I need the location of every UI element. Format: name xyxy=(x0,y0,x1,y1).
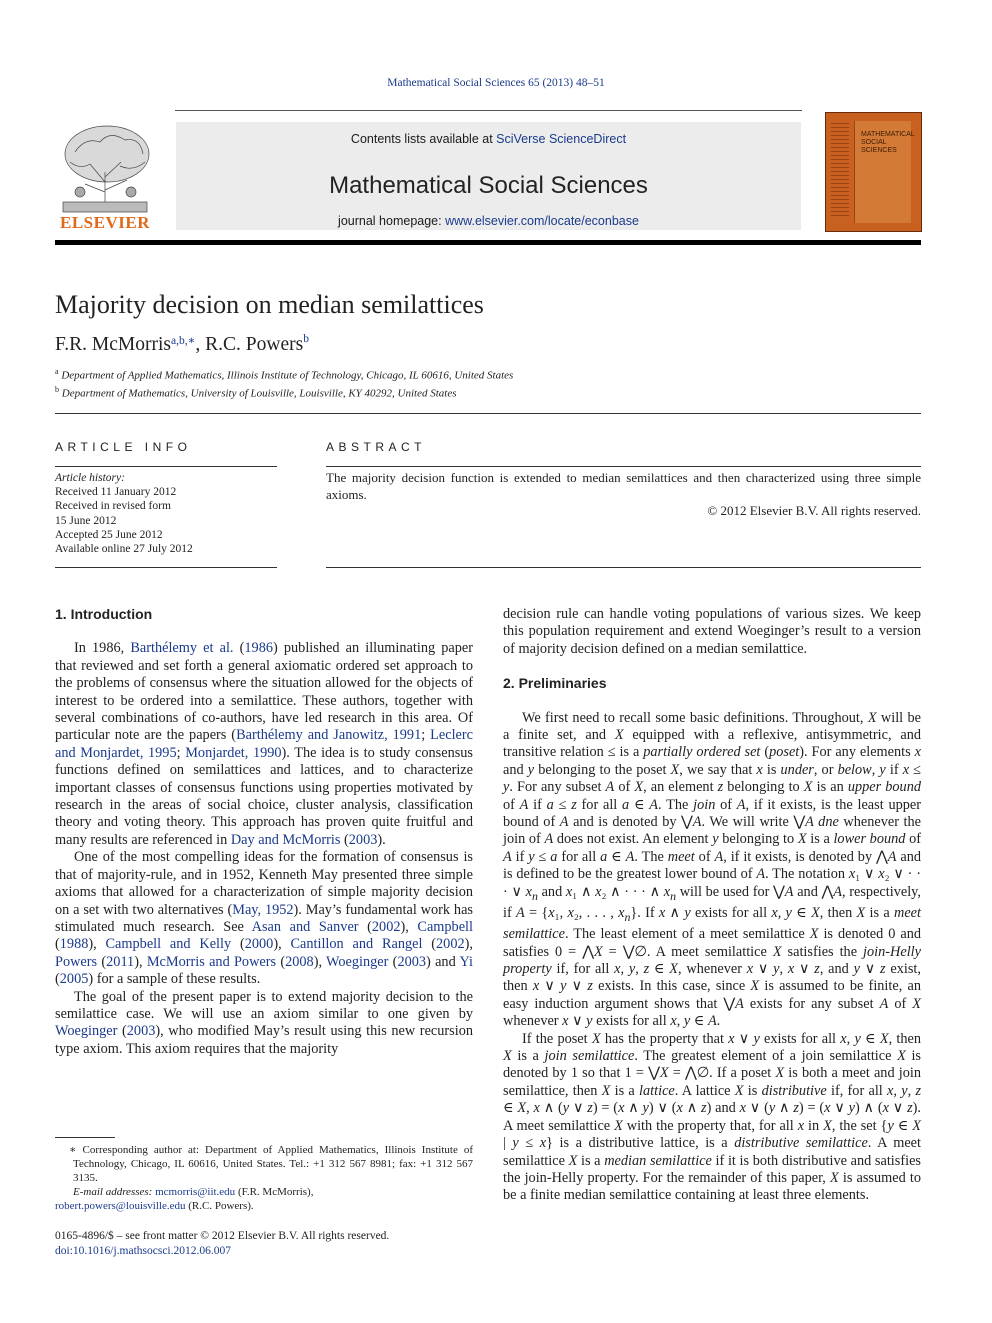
email-link[interactable]: mcmorris@iit.edu xyxy=(155,1186,236,1198)
ref-link[interactable]: 1988 xyxy=(59,936,89,953)
author-name: F.R. McMorris xyxy=(55,334,171,355)
ref-link[interactable]: 2005 xyxy=(59,971,89,988)
section-heading-preliminaries: 2. Preliminaries xyxy=(503,675,607,692)
masthead xyxy=(55,110,921,245)
homepage-prefix: journal homepage: xyxy=(338,214,446,228)
ref-link[interactable]: 2003 xyxy=(397,953,427,970)
issn-line: 0165-4896/$ – see front matter © 2012 Elsevier B.V. All rights reserved. xyxy=(55,1230,390,1242)
email-owner: (F.R. McMorris), xyxy=(235,1186,314,1198)
email-label: E-mail addresses: xyxy=(73,1186,153,1198)
footnote-star: ∗ xyxy=(69,1144,77,1156)
article-title: Majority decision on median semilattices xyxy=(55,290,484,319)
history-entry: 15 June 2012 xyxy=(55,514,117,527)
author-affiliation-marks[interactable]: a,b,∗ xyxy=(171,335,196,347)
intro-paragraph-3-continued: decision rule can handle voting populations of various sizes. We keep this population requirement and extend Woeginger’s result to a version of majority decision defined on a median semilattice. xyxy=(503,606,921,657)
cover-title: MATHEMATICAL SOCIAL SCIENCES xyxy=(861,131,915,154)
ref-link[interactable]: Campbell and Kelly xyxy=(105,936,232,953)
ref-link[interactable]: 2003 xyxy=(126,1023,156,1040)
contents-line xyxy=(176,132,801,146)
intro-paragraph-3: The goal of the present paper is to extend majority decision to the semilattice case. We will use an axiom similar to one given by Woeginger (2003), who modified May’s result using this new recursion type axiom. This axiom requires that the majority xyxy=(55,988,474,1057)
history-entry: Received 11 January 2012 xyxy=(55,486,177,499)
corresponding-author-note xyxy=(55,1143,473,1185)
prelim-paragraph-2: If the poset X has the property that x ∨ y exists for all x, y ∈ X, then X is a join semilattice. The greatest element of a join semilattice X is denoted by 1 so that 1 = ⋁X = ⋀∅. If a poset X is both a meet and join semilattice, then X is a lattice. A lattice X is distributive if, for all x, y, z ∈ X, x ∧ (y ∨ z) = (x ∧ y) ∨ (x ∧ z) and x ∨ (y ∧ z) = (x ∨ y) ∧ (x ∨ z). A meet semilattice X with the property that, for all x in X, the set {y ∈ X | y ≤ x} is a distributive lattice, is a distributive semilattice. A meet semilattice X is a median semilattice if it is both distributive and satisfies the join-Helly property. For the remainder of this paper, X is assumed to be a finite median semilattice containing at least three elements. xyxy=(503,1030,922,1204)
email-addresses-line2 xyxy=(55,1199,473,1213)
body-column-right xyxy=(503,606,921,1205)
abstract-copyright: © 2012 Elsevier B.V. All rights reserved. xyxy=(707,503,921,518)
history-entry: Accepted 25 June 2012 xyxy=(55,528,163,541)
body-column-left xyxy=(55,606,473,1058)
abstract-heading: ABSTRACT xyxy=(326,440,427,454)
ref-link[interactable]: Day and McMorris xyxy=(230,831,341,848)
affiliation-mark: b xyxy=(55,385,59,394)
author-list xyxy=(55,334,309,356)
footnotes xyxy=(55,1143,473,1213)
journal-homepage-link[interactable]: www.elsevier.com/locate/econbase xyxy=(445,214,639,228)
abstract-text: The majority decision function is extended to median semilattices and then characterized using three simple axioms. xyxy=(326,470,921,502)
doi-link[interactable]: doi:10.1016/j.mathsocsci.2012.06.007 xyxy=(55,1245,232,1257)
affiliation xyxy=(55,385,457,400)
affiliation-text: Department of Mathematics, University of Louisville, Louisville, KY 40292, United States xyxy=(61,387,457,400)
email-addresses xyxy=(55,1185,473,1199)
publisher-wordmark: ELSEVIER xyxy=(60,213,150,232)
ref-link[interactable]: Barthélemy et al. xyxy=(130,640,234,657)
ref-link[interactable]: Asan and Sanver xyxy=(251,918,359,935)
email-owner: (R.C. Powers). xyxy=(185,1200,254,1212)
abstract-bottom-rule xyxy=(326,567,921,568)
prelim-paragraph-1: We first need to recall some basic definitions. Throughout, X will be a finite set, and X equipped with a reflexive, antisymmetric, and transitive relation ≤ is a partially ordered set (poset). For any elements x and y belonging to the poset X, we say that x is under, or below, y if x ≤ y. For any subset A of X, an element z belonging to X is an upper bound of A if a ≤ z for all a ∈ A. The join of A, if it exists, is the least upper bound of A and is denoted by ⋁A. We will write ⋁A dne whenever the join of A does not exist. An element y belonging to X is a lower bound of A if y ≤ a for all a ∈ A. The meet of A, if it exists, is denoted by ⋀A and is defined to be the greatest lower bound of A. The notation x₁ ∨ x₂ ∨ · · · ∨ $x_n$ and x₁ ∧ x₂ ∧ · · · ∧ $x_n$ will be used for ⋁A and ⋀A, respectively, if A = {x₁, x₂, . . . , $x_n$}. If x ∧ y exists for all x, y ∈ X, then X is a meet semilattice. The least element of a meet semilattice X is denoted 0 and satisfies 0 = ⋀X = ⋁∅. A meet semilattice X satisfies the join-Helly property if, for all x, y, z ∈ X, whenever x ∨ y, x ∨ z, and y ∨ z exist, then x ∨ y ∨ z exists. In this case, since X is assumed to be finite, an easy induction argument shows that ⋁A exists for any subset A of X whenever x ∨ y exists for all x, y ∈ A. xyxy=(503,709,922,1030)
article-info-bottom-rule xyxy=(55,567,277,568)
ref-link[interactable]: 2008 xyxy=(285,953,314,970)
masthead-bottom-rule xyxy=(55,240,921,245)
email-link[interactable]: robert.powers@louisville.edu xyxy=(55,1200,186,1212)
history-entry: Available online 27 July 2012 xyxy=(55,543,193,556)
homepage-line xyxy=(176,214,801,228)
contents-prefix: Contents lists available at xyxy=(350,132,497,146)
ref-link[interactable]: Campbell xyxy=(417,918,473,935)
header-divider xyxy=(55,413,921,414)
article-info-rule xyxy=(55,466,277,467)
history-entry: Received in revised form xyxy=(55,500,171,513)
affiliation-text: Department of Applied Mathematics, Illinois Institute of Technology, Chicago, IL 60616, United States xyxy=(61,369,514,382)
journal-banner xyxy=(176,122,801,230)
ref-link[interactable]: 2011 xyxy=(106,953,135,970)
ref-link[interactable]: 2002 xyxy=(371,918,401,935)
affiliation xyxy=(55,367,513,382)
footnote-rule xyxy=(55,1137,115,1138)
section-heading-introduction: 1. Introduction xyxy=(55,606,153,622)
journal-cover-thumbnail xyxy=(825,112,922,232)
article-info-heading: ARTICLE INFO xyxy=(55,440,192,454)
cover-panel xyxy=(854,121,915,223)
intro-paragraph-1: In 1986, Barthélemy et al. (1986) published an illuminating paper that reviewed and set forth a general axiomatic ordered set approach to the problems of consensus where the situation allowed for the objects of interest to be ordered into a semilattice. These authors, together with several combinations of co-authors, have led research in this area. Of particular note are the papers (Barthélemy and Janowitz, 1991; Leclerc and Monjardet, 1995; Monjardet, 1990). The idea is to study consensus functions defined on semilattices and lattices, and to characterize important classes of consensus functions using properties motivated by research in the areas of social choice, cluster analysis, classification theory and voting theory. This approach has proven quite fruitful and many results are referenced in Day and McMorris (2003). xyxy=(55,640,473,848)
ref-link[interactable]: 2002 xyxy=(436,936,465,953)
ref-link[interactable]: Woeginger xyxy=(326,953,389,970)
ref-link[interactable]: 2003 xyxy=(348,831,378,848)
ref-link[interactable]: Cantillon and Rangel xyxy=(290,936,423,953)
history-label: Article history: xyxy=(55,472,125,484)
ref-link[interactable]: 2000 xyxy=(244,936,274,953)
front-matter xyxy=(55,1229,389,1259)
journal-citation: Mathematical Social Sciences 65 (2013) 48–51 xyxy=(387,77,605,89)
ref-link[interactable]: Monjardet, 1990 xyxy=(185,744,282,761)
ref-link[interactable]: Woeginger xyxy=(55,1023,118,1040)
ref-link[interactable]: May, 1952 xyxy=(232,901,294,918)
affiliation-mark: a xyxy=(55,367,59,376)
journal-name: Mathematical Social Sciences xyxy=(329,172,648,199)
ref-link[interactable]: Yi xyxy=(459,953,473,970)
article-history xyxy=(55,471,193,556)
intro-paragraph-2: One of the most compelling ideas for the formation of consensus is that of majority-rule, and in 1952, Kenneth May presented three simple axioms that allowed for a characterization of simple majority decision on a set with two alternatives (May, 1952). May’s fundamental work has stimulated much research. See Asan and Sanver (2002), Campbell (1988), Campbell and Kelly (2000), Cantillon and Rangel (2002), Powers (2011), McMorris and Powers (2008), Woeginger (2003) and Yi (2005) for a sample of these results. xyxy=(55,849,473,988)
author-affiliation-marks[interactable]: b xyxy=(303,333,309,345)
ref-link[interactable]: Barthélemy and Janowitz, 1991 xyxy=(236,727,422,744)
sciencedirect-link[interactable]: SciVerse ScienceDirect xyxy=(496,132,627,146)
ref-link[interactable]: Leclerc and Monjardet, 1995 xyxy=(55,727,473,761)
author-name: R.C. Powers xyxy=(205,334,304,355)
author-separator: , xyxy=(195,334,206,355)
cover-decoration xyxy=(831,123,849,218)
ref-link[interactable]: McMorris and Powers xyxy=(146,953,277,970)
ref-link[interactable]: Powers xyxy=(55,953,98,970)
ref-link[interactable]: 1986 xyxy=(244,640,273,657)
masthead-top-rule xyxy=(175,110,802,111)
corresponding-text: Corresponding author at: Department of Applied Mathematics, Illinois Institute of Technology, Chicago, IL 60616, United States. Tel.: +1 312 567 8981; fax: +1 312 567 3135. xyxy=(73,1144,474,1184)
abstract-rule xyxy=(326,466,921,467)
